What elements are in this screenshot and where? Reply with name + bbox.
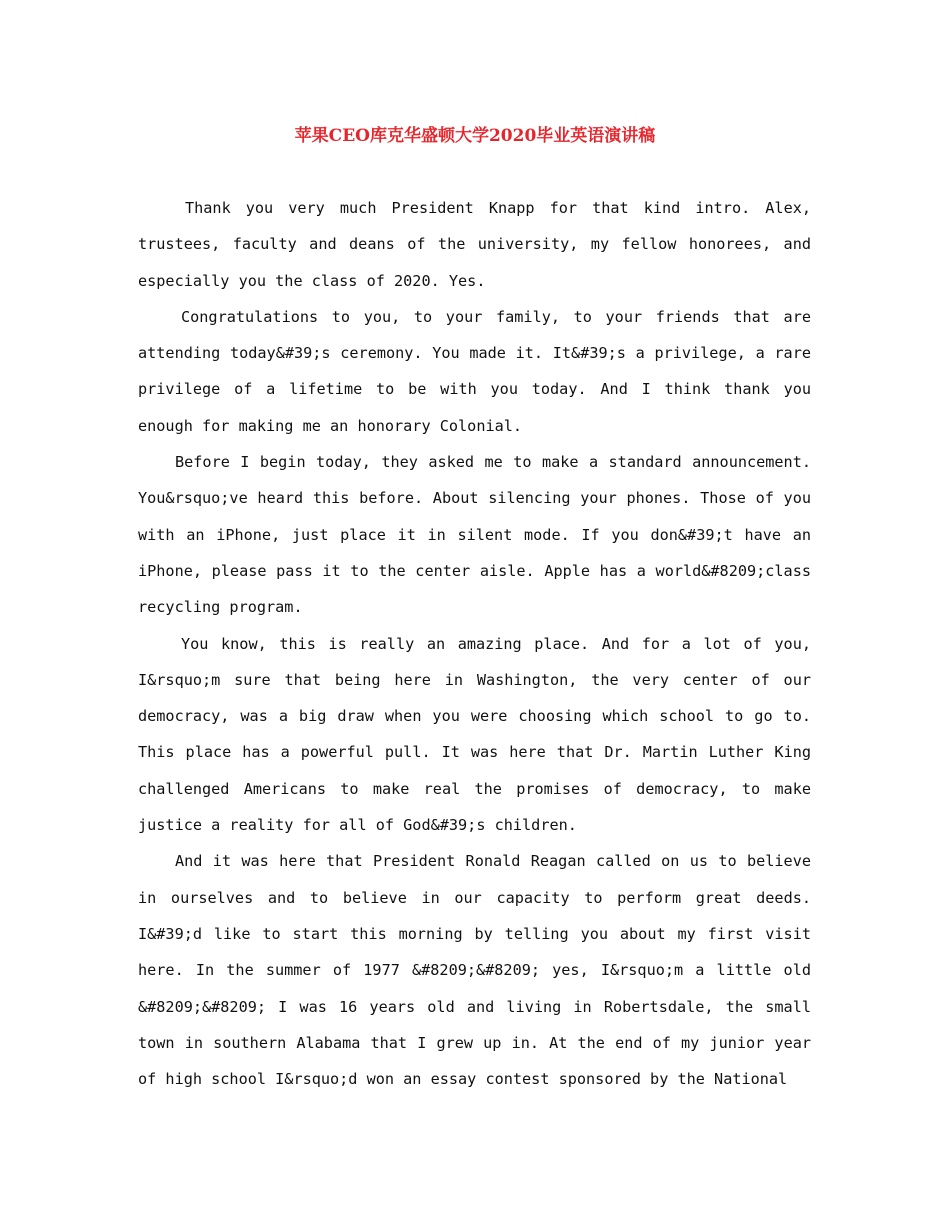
paragraph-4: You know, this is really an amazing place. And for a lot of you, I&rsquo;m sure that being here in Washington, the very center of our democracy, was a big draw when you were choosing which school to go to. This place has a powerful pull. It was here that Dr. Martin Luther King challenged Americans to make real the promises of democracy, to make justice a reality for all of God&#39;s children. [138,634,811,835]
paragraph-2: Congratulations to you, to your family, to your friends that are attending today&#39;s ceremony. You made it. It&#39;s a privilege, a rare privilege of a lifetime to be with you today. And I think thank you enough for making me an honorary Colonial. [138,307,811,435]
paragraph-3: Before I begin today, they asked me to make a standard announcement. You&rsquo;ve heard this before. About silencing your phones. Those of you with an iPhone, just place it in silent mode. If you don&#39;t have an iPhone, please pass it to the center aisle. Apple has a world&#8209;class recycling program. [138,453,811,617]
document-title: 苹果CEO库克华盛顿大学2020毕业英语演讲稿 [294,126,656,146]
paragraph-1: Thank you very much President Knapp for that kind intro. Alex, trustees, faculty and deans of the university, my fellow honorees, and especially you the class of 2020. Yes. [138,199,811,290]
document-body [138,190,811,1097]
paragraph-5: And it was here that President Ronald Reagan called on us to believe in ourselves and to believe in our capacity to perform great deeds. I&#39;d like to start this morning by telling you about my first visit here. In the summer of 1977 &#8209;&#8209; yes, I&rsquo;m a little old &#8209;&#8209; I was 16 years old and living in Robertsdale, the small town in southern Alabama that I grew up in. At the end of my junior year of high school I&rsquo;d won an essay contest sponsored by the National [138,852,811,1089]
